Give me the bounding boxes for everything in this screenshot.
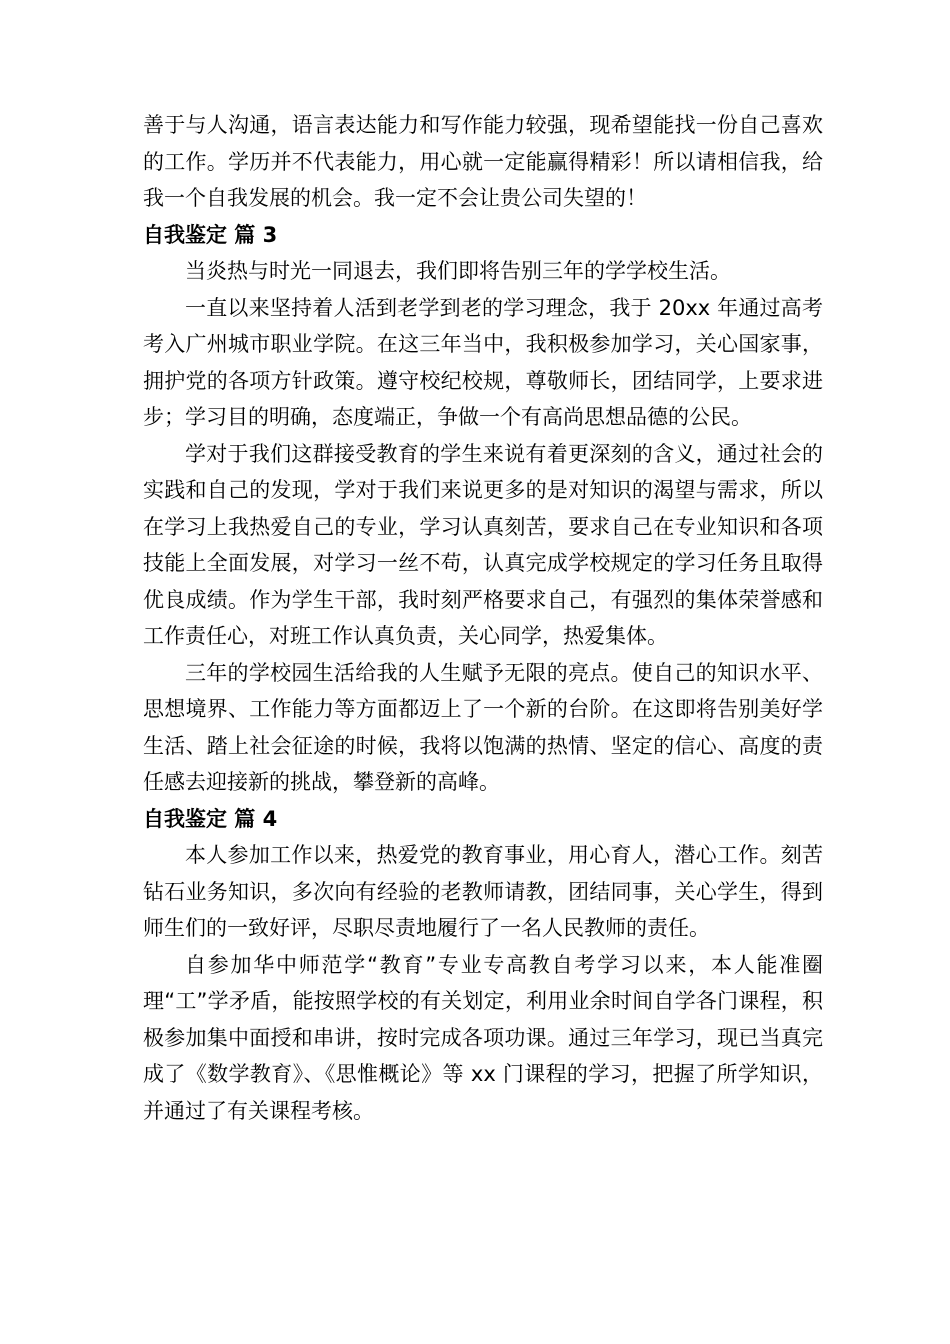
- section-4-paragraph-1: 本人参加工作以来，热爱党的教育事业，用心育人，潜心工作。刻苦钻石业务知识，多次向有经验的老教师请教，团结同事，关心学生，得到师生们的一致好评，尽职尽责地履行了一名人民教师的责任。: [143, 843, 823, 940]
- section-3-paragraph-1: 当炎热与时光一同退去，我们即将告别三年的学学校生活。: [185, 259, 731, 283]
- section-3-paragraph-3: 学对于我们这群接受教育的学生来说有着更深刻的含义，通过社会的实践和自己的发现，学对于我们来说更多的是对知识的渴望与需求，所以在学习上我热爱自己的专业，学习认真刻苦，要求自己在专业知识和各项技能上全面发展，对学习一丝不苟，认真完成学校规定的学习任务且取得优良成绩。作为学生干部，我时刻严格要求自己，有强烈的集体荣誉感和工作责任心，对班工作认真负责，关心同学，热爱集体。: [143, 441, 823, 648]
- section-4-heading: 自我鉴定 篇 4: [143, 806, 278, 831]
- intro-paragraph: 善于与人沟通，语言表达能力和写作能力较强，现希望能找一份自己喜欢的工作。学历并不代表能力，用心就一定能赢得精彩！所以请相信我，给我一个自我发展的机会。我一定不会让贵公司失望的！: [143, 113, 823, 210]
- section-3-heading: 自我鉴定 篇 3: [143, 222, 278, 247]
- document-page: [143, 107, 823, 1129]
- section-4-paragraph-2: 自参加华中师范学“教育”专业专高教自考学习以来，本人能准圈理“工”学矛盾，能按照学校的有关划定，利用业余时间自学各门课程，积极参加集中面授和串讲，按时完成各项功课。通过三年学习，现已当真完成了《数学教育》、《思惟概论》等 xx 门课程的学习，把握了所学知识，并通过了有关课程考核。: [143, 952, 823, 1123]
- section-3-paragraph-4: 三年的学校园生活给我的人生赋予无限的亮点。使自己的知识水平、思想境界、工作能力等方面都迈上了一个新的台阶。在这即将告别美好学生活、踏上社会征途的时候，我将以饱满的热情、坚定的信心、高度的责任感去迎接新的挑战，攀登新的高峰。: [143, 660, 823, 794]
- section-3-paragraph-2: 一直以来坚持着人活到老学到老的学习理念，我于 20xx 年通过高考考入广州城市职业学院。在这三年当中，我积极参加学习，关心国家事，拥护党的各项方针政策。遵守校纪校规，尊敬师长，团结同学，上要求进步；学习目的明确，态度端正，争做一个有高尚思想品德的公民。: [143, 295, 823, 429]
